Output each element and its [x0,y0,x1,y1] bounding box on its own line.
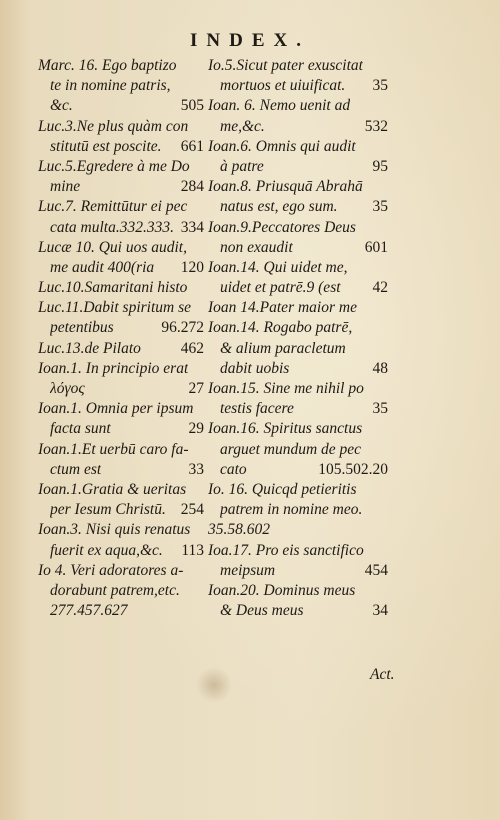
entry-text: Luc.5.Egredere à me Do [38,157,190,175]
page-reference: 601 [364,238,388,256]
index-entry-line [208,157,388,177]
page-reference [200,399,204,419]
index-entry-line [208,520,388,540]
index-entry-line [38,96,204,116]
index-entry-line [38,541,204,561]
entry-text: λόγος [50,380,85,397]
entry-text: & alium paracletum [220,339,346,357]
entry-text: 35.58.602 [208,521,270,539]
page-reference: 95 [372,157,388,175]
page-reference [384,258,388,278]
page-reference [200,440,204,460]
entry-text: Ioa.17. Pro eis sanctifico [208,541,364,559]
index-entry-line [38,56,204,76]
entry-text: Ioan.1. Omnia per ipsum [38,400,194,418]
entry-text: dabit uobis [220,359,290,377]
page-reference: 35 [372,198,388,216]
entry-text: non exaudit [220,238,293,256]
entry-text: mortuos et uiuificat. [220,77,346,95]
entry-text: uidet et patrē.9 (est [220,279,341,297]
index-entry-line [208,96,388,116]
entry-text: fuerit ex aqua,&c. [50,541,163,559]
page-reference: 35 [372,77,388,95]
page-reference [200,117,204,137]
index-entry-line [208,177,388,197]
index-entry-line [208,238,388,258]
entry-text: Ioan.8. Priusquā Abrahā [208,178,363,196]
page-reference: 462 [180,339,204,357]
entry-text: Luc.13.de Pilato [38,339,141,357]
entry-text: cato [220,460,247,478]
page-reference: 105.502.20 [318,460,388,478]
index-entry-line [208,318,388,338]
entry-text: testis facere [220,400,294,418]
index-entry-line [38,218,204,238]
index-entry-line [38,359,204,379]
entry-text: Io. 16. Quicqd petieritis [208,480,357,498]
index-entry-line [208,56,388,76]
index-entry-line [38,137,204,157]
page-reference: 254 [180,501,204,519]
index-entry-line [208,440,388,460]
entry-text: Io 4. Veri adoratores a- [38,561,184,579]
entry-text: cata multa.332.333. [50,218,174,236]
page-reference [384,218,388,238]
page-reference: 34 [372,602,388,620]
page-reference: 284 [180,178,204,196]
index-entry-line [38,76,204,96]
entry-text: 277.457.627 [50,602,128,620]
index-entry-line [208,197,388,217]
paper-stain [195,668,233,702]
index-entry-line [38,278,204,298]
index-entry-line [38,117,204,137]
entry-text: Ioan.14. Rogabo patrē, [208,319,353,337]
index-entry-line [38,561,204,581]
entry-text: te in nomine patris, [50,77,171,95]
index-entry-line [38,440,204,460]
page-reference [200,298,204,318]
page-reference [384,137,388,157]
page-reference [200,561,204,581]
index-entry-line [38,480,204,500]
page-reference: 48 [372,359,388,377]
page-reference [384,56,388,76]
entry-text: patrem in nomine meo. [220,501,363,519]
page-reference [384,480,388,500]
index-entry-line [208,419,388,439]
page-reference: 42 [372,279,388,297]
page-reference [200,56,204,76]
index-entry-line [208,339,388,359]
entry-text: per Iesum Christū. [50,501,166,519]
index-entry-line [208,76,388,96]
index-entry-line [208,581,388,601]
index-entry-line [38,157,204,177]
index-column-right [208,56,388,621]
index-entry-line [38,318,204,338]
page-reference [384,339,388,359]
page-reference [384,581,388,601]
page-reference: 532 [364,117,388,135]
index-entry-line [38,460,204,480]
page-reference: 113 [181,541,204,559]
entry-text: Io.5.Sicut pater exuscitat [208,57,363,74]
page-reference [384,500,388,520]
entry-text: Luc.3.Ne plus quàm con [38,117,189,135]
index-entry-line [208,500,388,520]
page-reference [200,278,204,298]
index-entry-line [208,278,388,298]
page-reference [384,177,388,197]
index-entry-line [38,581,204,601]
page-reference [384,96,388,116]
entry-text: Ioan.15. Sine me nihil po [208,380,364,397]
entry-text: à patre [220,157,264,175]
index-entry-line [208,117,388,137]
index-entry-line [208,137,388,157]
index-entry-line [38,197,204,217]
entry-text: Ioan.1.Et uerbū caro fa- [38,440,189,458]
entry-text: Ioan.9.Peccatores Deus [208,218,356,236]
page-reference [200,238,204,258]
index-entry-line [38,379,204,399]
page-reference [200,581,204,601]
index-entry-line [38,238,204,258]
entry-text: Ioan.14. Qui uidet me, [208,258,348,276]
index-entry-line [38,500,204,520]
page-reference: 334 [180,218,204,236]
entry-text: Marc. 16. Ego baptizo [38,57,177,74]
entry-text: Ioan. 6. Nemo uenit ad [208,97,351,115]
entry-text: Ioan.3. Nisi quis renatus [38,521,191,539]
page-reference: 35 [372,400,388,418]
entry-text: petentibus [50,319,114,337]
page-reference [384,318,388,338]
page-reference: 29 [188,420,204,438]
index-entry-line [208,601,388,621]
index-entry-line [208,258,388,278]
page-reference [200,157,204,177]
index-entry-line [38,298,204,318]
index-entry-line [208,561,388,581]
entry-text: Ioan.1. In principio erat [38,359,189,377]
index-entry-line [38,419,204,439]
entry-text: Ioan.6. Omnis qui audit [208,137,356,155]
entry-text: Luc.11.Dabit spiritum se [38,299,191,317]
entry-text: ctum est [50,460,102,478]
index-entry-line [208,218,388,238]
index-entry-line [38,520,204,540]
entry-text: Luc.10.Samaritani histo [38,279,188,297]
index-entry-line [208,541,388,561]
entry-text: dorabunt patrem,etc. [50,581,180,599]
index-entry-line [208,298,388,318]
entry-text: Ioan.1.Gratia & ueritas [38,480,187,498]
entry-text: Luc.7. Remittūtur ei pec [38,198,188,216]
page-reference: 661 [180,137,204,155]
index-column-left [38,56,204,621]
entry-text: & Deus meus [220,602,304,620]
page-reference [384,520,388,540]
page-reference: 505 [180,97,204,115]
index-entry-line [38,339,204,359]
page-reference [384,541,388,561]
page-reference [384,298,388,318]
index-entry-line [38,258,204,278]
page-reference: 33 [188,460,204,478]
index-entry-line [208,359,388,379]
entry-text: Lucæ 10. Qui uos audit, [38,238,187,256]
page-reference [384,379,388,399]
index-entry-line [208,399,388,419]
page-reference [200,359,204,379]
entry-text: natus est, ego sum. [220,198,338,216]
index-entry-line [208,379,388,399]
page-reference [200,480,204,500]
entry-text: me,&c. [220,117,265,135]
entry-text: me audit 400(ria [50,258,155,276]
running-header: INDEX. [190,30,310,51]
index-entry-line [38,399,204,419]
page-reference [200,520,204,540]
entry-text: Ioan 14.Pater maior me [208,299,357,317]
entry-text: Ioan.16. Spiritus sanctus [208,420,363,438]
index-entry-line [208,480,388,500]
page-reference: 27 [188,380,204,397]
entry-text: meipsum [220,561,276,579]
entry-text: arguet mundum de pec [220,440,362,458]
page-reference [200,601,204,621]
entry-text: &c. [50,97,73,115]
page-reference [384,440,388,460]
catchword: Act. [370,666,395,683]
entry-text: stitutū est poscite. [50,137,162,155]
index-entry-line [208,460,388,480]
page-reference: 96.272 [161,319,204,337]
page-reference: 120 [180,258,204,276]
entry-text: facta sunt [50,420,111,438]
entry-text: mine [50,178,81,196]
index-entry-line [38,177,204,197]
page-reference [384,419,388,439]
entry-text: Ioan.20. Dominus meus [208,581,356,599]
page-reference [200,76,204,96]
page-reference [200,197,204,217]
page-reference: 454 [364,561,388,579]
index-entry-line [38,601,204,621]
